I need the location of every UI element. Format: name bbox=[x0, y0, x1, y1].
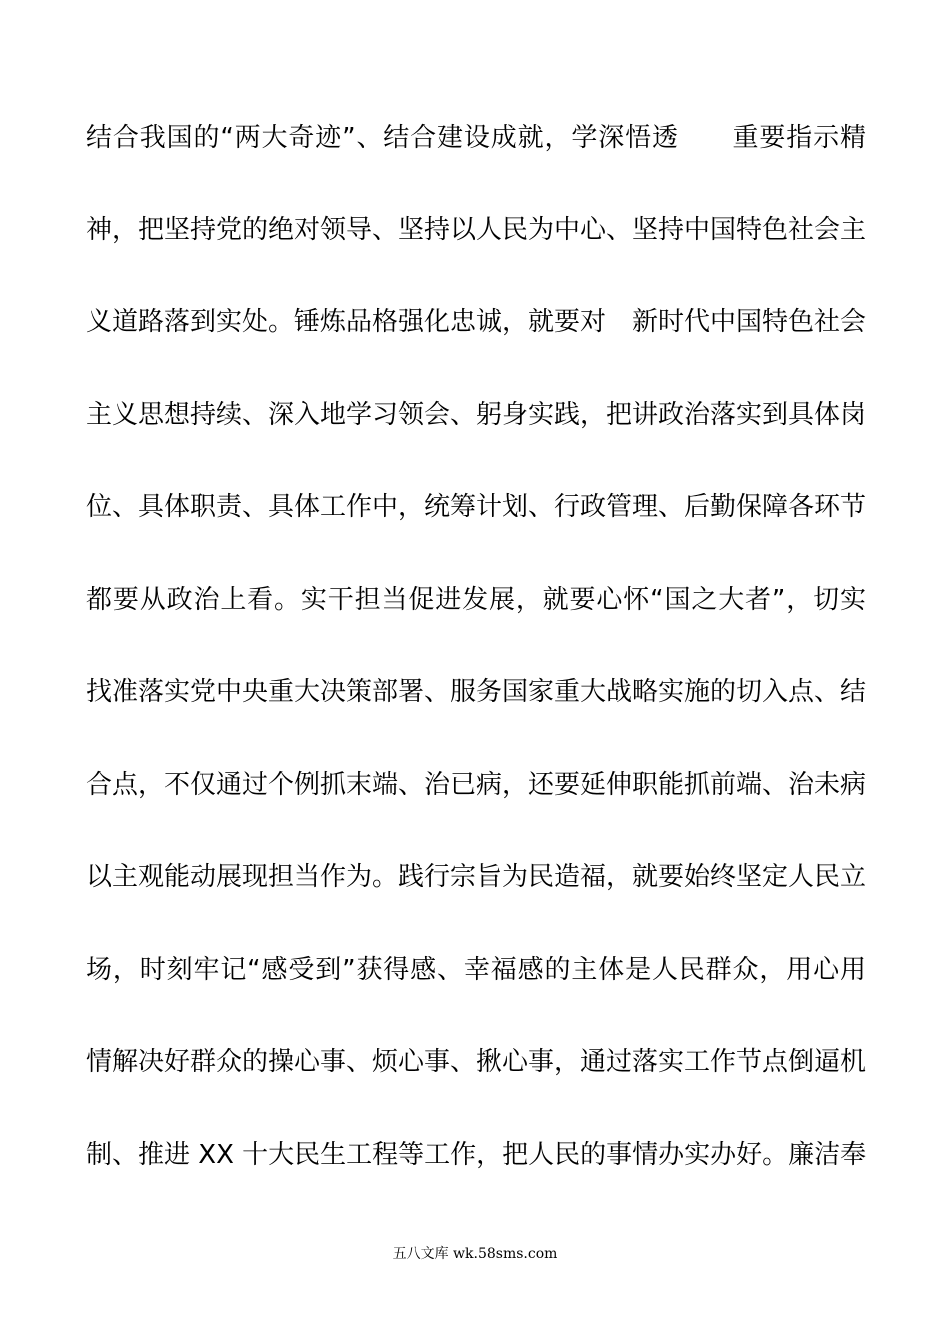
paragraph-line-9: 以主观能动展现担当作为。践行宗旨为民造福，就要始终坚定人民立 bbox=[86, 862, 867, 892]
paragraph-line-5: 位、具体职责、具体工作中，统筹计划、行政管理、后勤保障各环节 bbox=[86, 492, 867, 522]
paragraph-line-7: 找准落实党中央重大决策部署、服务国家重大战略实施的切入点、结 bbox=[86, 677, 867, 707]
paragraph-line-4: 主义思想持续、深入地学习领会、躬身实践，把讲政治落实到具体岗 bbox=[86, 400, 867, 430]
paragraph-line-2: 神，把坚持党的绝对领导、坚持以人民为中心、坚持中国特色社会主 bbox=[86, 215, 867, 245]
paragraph-line-3: 义道路落到实处。锤炼品格强化忠诚，就要对 新时代中国特色社会 bbox=[86, 307, 867, 337]
paragraph-line-8: 合点，不仅通过个例抓末端、治已病，还要延伸职能抓前端、治未病 bbox=[86, 770, 867, 800]
paragraph-line-10: 场，时刻牢记“感受到”获得感、幸福感的主体是人民群众，用心用 bbox=[86, 955, 866, 985]
paragraph-line-6: 都要从政治上看。实干担当促进发展，就要心怀“国之大者”，切实 bbox=[86, 585, 866, 615]
paragraph-line-11: 情解决好群众的操心事、烦心事、揪心事，通过落实工作节点倒逼机 bbox=[86, 1047, 867, 1077]
paragraph-line-1: 结合我国的“两大奇迹”、结合建设成就，学深悟透 重要指示精 bbox=[86, 123, 866, 153]
footer-watermark: 五八文库 wk.58sms.com bbox=[392, 1246, 558, 1262]
paragraph-line-12: 制、推进 XX 十大民生工程等工作，把人民的事情办实办好。廉洁奉 bbox=[86, 1140, 867, 1170]
